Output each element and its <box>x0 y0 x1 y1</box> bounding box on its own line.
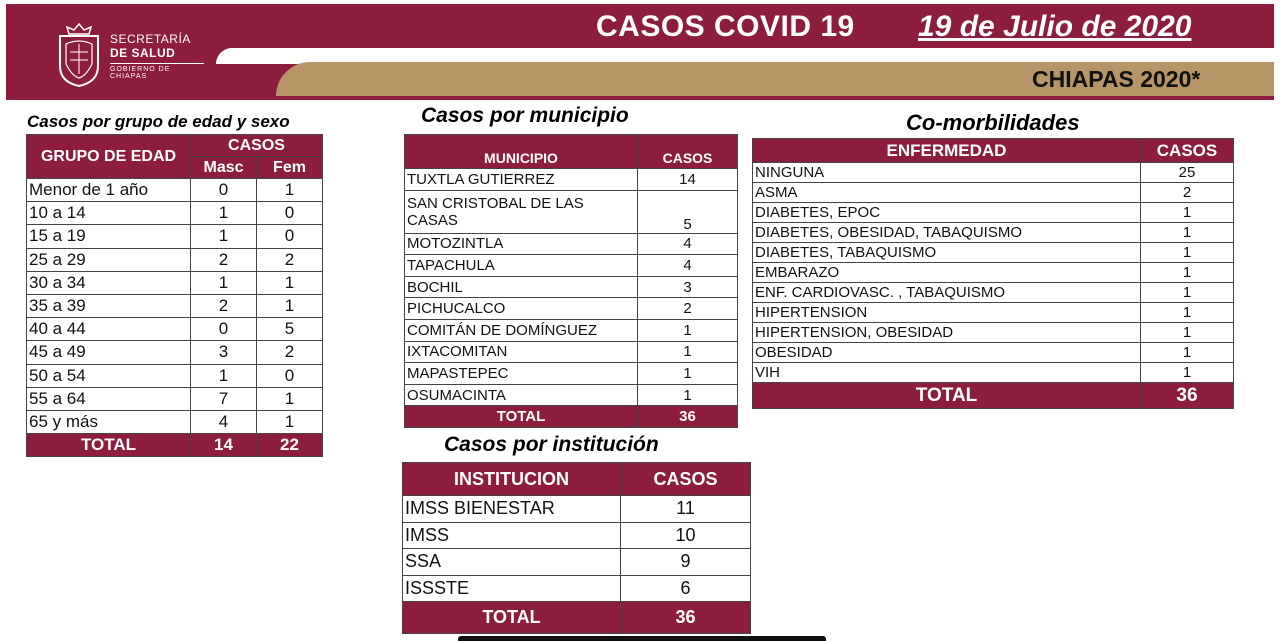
inst-total-label: TOTAL <box>403 602 621 634</box>
col-enfermedad: ENFERMEDAD <box>753 139 1141 163</box>
com-row-name: EMBARAZO <box>753 263 1141 283</box>
inst-row-name: SSA <box>403 549 621 576</box>
edad-row-fem: 2 <box>257 248 323 271</box>
edad-row-grupo: 30 a 34 <box>27 271 191 294</box>
inst-row-casos: 10 <box>621 522 751 549</box>
edad-row <box>27 202 323 225</box>
mun-row-name: MOTOZINTLA <box>405 233 638 255</box>
inst-total-value: 36 <box>621 602 751 634</box>
com-row-casos: 1 <box>1141 203 1234 223</box>
com-row-casos: 1 <box>1141 363 1234 383</box>
edad-row-masc: 2 <box>191 294 257 317</box>
edad-row <box>27 410 323 433</box>
edad-row-masc: 4 <box>191 410 257 433</box>
com-row <box>753 163 1234 183</box>
mun-row <box>405 169 738 191</box>
age-sex-table <box>26 134 323 457</box>
edad-row-fem: 0 <box>257 225 323 248</box>
mun-total-row <box>405 406 738 428</box>
mun-row <box>405 190 738 233</box>
com-row-name: VIH <box>753 363 1141 383</box>
edad-row-grupo: 55 a 64 <box>27 387 191 410</box>
com-row-name: OBESIDAD <box>753 343 1141 363</box>
edad-row-fem: 2 <box>257 341 323 364</box>
edad-row-masc: 0 <box>191 318 257 341</box>
logo-line-3: GOBIERNO DE CHIAPAS <box>110 63 204 80</box>
header-banner <box>6 4 1274 104</box>
edad-row-masc: 7 <box>191 387 257 410</box>
inst-row-casos: 9 <box>621 549 751 576</box>
edad-row <box>27 179 323 202</box>
coat-of-arms-icon <box>56 22 102 88</box>
mun-row-name: MAPASTEPEC <box>405 363 638 385</box>
edad-row <box>27 341 323 364</box>
edad-total-label: TOTAL <box>27 434 191 457</box>
logo-line-2: DE SALUD <box>110 46 176 60</box>
edad-row <box>27 387 323 410</box>
mun-row-casos: 5 <box>638 190 738 233</box>
com-row-casos: 2 <box>1141 183 1234 203</box>
report-date: 19 de Julio de 2020 <box>918 10 1192 43</box>
logo-line-1: SECRETARÍA <box>110 32 191 46</box>
logo-text <box>110 32 204 80</box>
mun-row <box>405 384 738 406</box>
mun-row-name: PICHUCALCO <box>405 298 638 320</box>
edad-row-masc: 3 <box>191 341 257 364</box>
mun-row-casos: 1 <box>638 363 738 385</box>
mun-row-name: OSUMACINTA <box>405 384 638 406</box>
col-masc: Masc <box>191 157 257 179</box>
edad-row-grupo: 50 a 54 <box>27 364 191 387</box>
comorbidity-table <box>752 138 1234 409</box>
com-row <box>753 223 1234 243</box>
col-municipio: MUNICIPIO <box>405 135 638 169</box>
mun-row-name: SAN CRISTOBAL DE LAS CASAS <box>405 190 638 233</box>
mun-total-label: TOTAL <box>405 406 638 428</box>
col-grupo-edad: GRUPO DE EDAD <box>27 135 191 179</box>
inst-row-name: ISSSTE <box>403 575 621 602</box>
mun-row <box>405 341 738 363</box>
inst-row <box>403 522 751 549</box>
com-row-name: HIPERTENSION <box>753 303 1141 323</box>
col-mun-casos: CASOS <box>638 135 738 169</box>
edad-row-masc: 0 <box>191 179 257 202</box>
col-fem: Fem <box>257 157 323 179</box>
edad-total-fem: 22 <box>257 434 323 457</box>
header-bottom-edge <box>6 100 1274 104</box>
inst-row-name: IMSS <box>403 522 621 549</box>
edad-row-fem: 1 <box>257 179 323 202</box>
com-row-name: HIPERTENSION, OBESIDAD <box>753 323 1141 343</box>
col-casos: CASOS <box>191 135 323 157</box>
edad-row <box>27 294 323 317</box>
col-institucion: INSTITUCION <box>403 463 621 496</box>
com-row-casos: 1 <box>1141 303 1234 323</box>
edad-row-fem: 1 <box>257 294 323 317</box>
mun-row-casos: 1 <box>638 384 738 406</box>
inst-row-casos: 11 <box>621 496 751 523</box>
edad-row-masc: 1 <box>191 271 257 294</box>
edad-row <box>27 225 323 248</box>
inst-row <box>403 575 751 602</box>
inst-row-casos: 6 <box>621 575 751 602</box>
municipio-table <box>404 134 738 428</box>
com-row-name: NINGUNA <box>753 163 1141 183</box>
com-total-value: 36 <box>1141 383 1234 409</box>
mun-row <box>405 319 738 341</box>
mun-row <box>405 255 738 277</box>
institution-table <box>402 462 751 634</box>
edad-row-fem: 1 <box>257 271 323 294</box>
inst-section-title: Casos por institución <box>444 433 659 456</box>
mun-row <box>405 363 738 385</box>
mun-row-name: TUXTLA GUTIERREZ <box>405 169 638 191</box>
com-row <box>753 323 1234 343</box>
edad-row-fem: 0 <box>257 364 323 387</box>
com-row-name: DIABETES, TABAQUISMO <box>753 243 1141 263</box>
edad-row-grupo: 10 a 14 <box>27 202 191 225</box>
com-row <box>753 263 1234 283</box>
mun-row-casos: 1 <box>638 319 738 341</box>
comorb-section-title: Co-morbilidades <box>906 110 1080 135</box>
com-row-name: ASMA <box>753 183 1141 203</box>
region-subtitle: CHIAPAS 2020* <box>1032 66 1201 92</box>
edad-total-row <box>27 434 323 457</box>
mun-row <box>405 233 738 255</box>
mun-row-casos: 4 <box>638 233 738 255</box>
edad-row-grupo: 65 y más <box>27 410 191 433</box>
edad-row-masc: 1 <box>191 202 257 225</box>
mun-row-casos: 4 <box>638 255 738 277</box>
com-row-casos: 1 <box>1141 223 1234 243</box>
edad-row-fem: 1 <box>257 387 323 410</box>
com-row-name: DIABETES, OBESIDAD, TABAQUISMO <box>753 223 1141 243</box>
mun-row-casos: 1 <box>638 341 738 363</box>
com-row-casos: 1 <box>1141 323 1234 343</box>
edad-row-fem: 1 <box>257 410 323 433</box>
inst-row <box>403 549 751 576</box>
edad-row-grupo: 15 a 19 <box>27 225 191 248</box>
edad-row-fem: 5 <box>257 318 323 341</box>
mun-row-name: TAPACHULA <box>405 255 638 277</box>
edad-row-grupo: 40 a 44 <box>27 318 191 341</box>
inst-row-name: IMSS BIENESTAR <box>403 496 621 523</box>
municipio-section-title: Casos por municipio <box>421 104 629 127</box>
edad-row <box>27 248 323 271</box>
edad-row-grupo: 45 a 49 <box>27 341 191 364</box>
mun-row <box>405 276 738 298</box>
com-row-casos: 1 <box>1141 283 1234 303</box>
com-total-row <box>753 383 1234 409</box>
edad-total-masc: 14 <box>191 434 257 457</box>
mun-row-casos: 2 <box>638 298 738 320</box>
com-row <box>753 243 1234 263</box>
edad-row-grupo: 35 a 39 <box>27 294 191 317</box>
com-total-label: TOTAL <box>753 383 1141 409</box>
edad-row-fem: 0 <box>257 202 323 225</box>
edad-row-masc: 2 <box>191 248 257 271</box>
mun-row-name: COMITÁN DE DOMÍNGUEZ <box>405 319 638 341</box>
col-inst-casos: CASOS <box>621 463 751 496</box>
mun-row-casos: 14 <box>638 169 738 191</box>
com-row-casos: 1 <box>1141 343 1234 363</box>
com-row <box>753 343 1234 363</box>
mun-row-name: BOCHIL <box>405 276 638 298</box>
inst-row <box>403 496 751 523</box>
edad-row-grupo: Menor de 1 año <box>27 179 191 202</box>
edad-row <box>27 271 323 294</box>
mun-row-name: IXTACOMITAN <box>405 341 638 363</box>
mun-row <box>405 298 738 320</box>
edad-row <box>27 364 323 387</box>
edad-row-grupo: 25 a 29 <box>27 248 191 271</box>
com-row <box>753 303 1234 323</box>
com-row-name: ENF. CARDIOVASC. , TABAQUISMO <box>753 283 1141 303</box>
com-row-casos: 1 <box>1141 243 1234 263</box>
page-title: CASOS COVID 19 <box>596 10 855 43</box>
com-row <box>753 363 1234 383</box>
edad-section-title: Casos por grupo de edad y sexo <box>27 112 290 131</box>
com-row <box>753 183 1234 203</box>
mun-row-casos: 3 <box>638 276 738 298</box>
com-row-name: DIABETES, EPOC <box>753 203 1141 223</box>
com-row-casos: 1 <box>1141 263 1234 283</box>
inst-total-row <box>403 602 751 634</box>
com-row-casos: 25 <box>1141 163 1234 183</box>
bottom-scroll-indicator <box>458 636 826 641</box>
com-row <box>753 203 1234 223</box>
edad-row-masc: 1 <box>191 225 257 248</box>
col-com-casos: CASOS <box>1141 139 1234 163</box>
com-row <box>753 283 1234 303</box>
edad-row-masc: 1 <box>191 364 257 387</box>
edad-row <box>27 318 323 341</box>
mun-total-value: 36 <box>638 406 738 428</box>
